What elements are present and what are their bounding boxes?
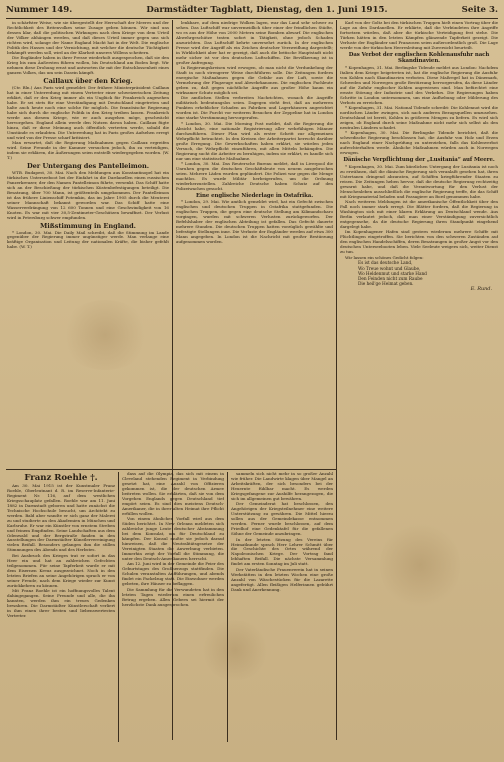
paragraph: Die Engländer haben in ihrer Presse wiederholt ausgesprochen, daß sie den Krieg bis zum Äußersten führen wollen, bis Deutschland am Boden liegt. Wir nehmen diese Drohung ernst und antworten ihr mit der Entschlossenheit eines ganzen Volkes, das um sein Dasein kämpft.: [7, 55, 169, 76]
column-4: [7, 472, 115, 744]
column-rule: [336, 20, 337, 740]
obituary-title: Franz Roehle †.: [24, 473, 98, 483]
column-2: [176, 21, 333, 466]
paragraph: Von einem ähnlichen Vorfall wird aus dem Süden berichtet. In New Orleans meldeten sich zahlreiche junge Leute deutscher Abstammung bei dem Konsulat, um für Deutschland zu kämpfen. Der Konsul mußte sie jedoch darauf hinweisen, daß die Neutralitätsgesetze der Vereinigten Staaten die Anwerbung verbieten. Immerhin zeigt der Vorfall die Stimmung, die unter den Deutsch-Amerikanern herrscht.: [122, 516, 224, 561]
column-3: [340, 21, 498, 743]
paragraph: * Kopenhagen, 30. Mai. Die Berlingske Tidende berichtet, daß die schwedische Regierung beschlossen hat, die Ausfuhr von Holz und Erzen nach England einer Nachprüfung zu unterziehen, falls das Kohlenverbot aufrechterhalten werde. Ähnliche Maßnahmen würden auch in Norwegen erwogen.: [340, 130, 498, 156]
issue-number: Nummer 149.: [6, 5, 73, 15]
paragraph: Der Gemeinderat hat beschlossen, den Angehörigen der Kriegsteilnehmer eine weitere Unterstützung zu gewähren. Die Mittel hierzu sollen aus der Gemeindekasse entnommen werden. Ferner wurde beschlossen, auf dem Friedhof eine Gedenktafel für die gefallenen Söhne der Gemeinde anzubringen.: [231, 501, 333, 537]
paragraph: sammeln sich nicht mehr in so großer Anzahl wie früher. Die Landwirte klagen über Mangel an Arbeitskräften, der sich besonders bei der Heuernte fühlbar macht. Es werden Kriegsgefangene zur Aushilfe herangezogen, die sich im allgemeinen gut bewähren.: [231, 472, 333, 501]
paragraph: (Ctr. Bln.) Aus Paris wird gemeldet: Der frühere Ministerpräsident Caillaux hat in einer Unterredung mit einem Vertreter einer schweizerischen Zeitung erklärt, daß er den Krieg immer als ein Unglück für Frankreich angesehen habe. Er sei stets für eine Verständigung mit Deutschland eingetreten und halte auch heute noch eine solche für möglich. Die französische Regierung habe sich durch die englische Politik in den Krieg treiben lassen. Frankreich werde aus diesem Kriege, wie er auch ausgehen möge, geschwächt hervorgehen. England allein werde den Nutzen davon haben. Caillaux fügte hinzu, daß er diese Meinung auch öffentlich vertreten werde, sobald die Umstände es erlaubten. Die Unterredung hat in Paris großes Aufsehen erregt und wird von der Presse scharf kritisiert.: [7, 85, 169, 140]
column-6: [231, 472, 333, 744]
paragraph: Die amtlichen Stellen verbreiten Nachrichten, wonach die Angriffe militärisch bedeutungslos seien. Dagegen steht fest, daß an mehreren Punkten erheblicher Schaden an Fabriken und Lagerhäusern angerichtet worden ist. Die Furcht vor weiteren Besuchen der Zeppeline hat in London eine starke Verstimmung hervorgerufen.: [176, 95, 333, 121]
paragraph: * Kopenhagen, 31. Mai. Berlingske Tidende meldet aus London: Nachdem Italien dem Kriege beigetreten ist, hat die englische Regierung die Ausfuhr von Kohlen nach Skandinavien verboten. Diese Maßregel hat in Dänemark, Schweden und Norwegen große Bestürzung hervorgerufen, da diese Länder auf die Zufuhr englischer Kohlen angewiesen sind. Man befürchtet eine ernste Störung der Industrie und des Verkehrs. Die Regierungen haben Schritte in London unternommen, um eine Aufhebung oder Milderung des Verbots zu erreichen.: [340, 64, 498, 105]
signature: E. Rund.: [470, 286, 492, 293]
paragraph: * London, 29. Mai. Wie amtlich gemeldet wird, hat ein Gefecht zwischen englischen und deutschen Truppen in Ostafrika stattgefunden. Die englischen Truppen, die gegen eine deutsche Stellung am Kilimandscharo vorgingen, wurden mit schweren Verlusten zurückgeworfen. Der Befehlshaber der englischen Abteilung ist gefallen. Das Gefecht dauerte mehrere Stunden. Die deutschen Truppen hatten vorzüglich gewählte und befestigte Stellungen inne. Die Verluste der Engländer werden auf etwa 300 Mann angegeben. In London ist die Nachricht mit großer Bestürzung aufgenommen worden.: [176, 199, 333, 244]
column-rule: [118, 472, 119, 742]
section-title-caillaux: Caillaux über den Krieg.: [43, 77, 133, 86]
paragraph: Mit Franz Roehle ist ein hoffnungsvolles Talent dahingegangen. Seine Freunde und alle, die ihn kannten, werden ihm ein treues Gedenken bewahren. Die Darmstädter Künstlerschaft verliert in ihm einen ihrer besten und liebenswertesten Vertreter.: [7, 588, 115, 618]
section-title-pantelleimon: Der Untergang des Pantelleimon.: [26, 161, 150, 170]
column-5: [122, 472, 224, 744]
paragraph: Im Kopenhagener Hafen sind gestern wiederum mehrere Schiffe mit Flüchtlingen eingetroffen. Sie berichten von den schweren Zuständen auf den englischen Handelsschiffen, deren Besatzungen in großer Angst vor den deutschen Unterseebooten leben. Viele Seeleute weigern sich, weiter Dienst zu tun.: [340, 229, 498, 255]
paragraph: Wir lassen ein schönes Gedicht folgen:: [345, 254, 424, 260]
column-1: [7, 21, 169, 466]
paragraph: Bei Ausbruch des Krieges trat er sofort in das Heer ein und hat an zahlreichen Gefechten teilgenommen. Für seine Tapferkeit wurde er mit dem Eisernen Kreuz ausgezeichnet. Noch in den letzten Briefen an seine Angehörigen sprach er von seiner Freude, nach dem Kriege wieder zur Kunst zurückkehren zu können.: [7, 552, 115, 588]
paragraph: Nach weiteren Meldungen ist die amerikanische Öffentlichkeit über den Fall noch immer stark erregt. Die Blätter fordern, daß die Regierung in Washington sich mit einer klaren Erklärung an Deutschland wende. Aus Berlin verlautet jedoch, daß man einer Verständigung zuversichtlich entgegensehe, da die deutsche Regierung ihren Standpunkt eingehend dargelegt habe.: [340, 199, 498, 229]
section-title-england: Mißstimmung in England.: [40, 221, 136, 230]
paragraph: Man erwartet, daß die Regierung Maßnahmen gegen Caillaux ergreifen wird. Seine Freunde in der Kammer versuchen jedoch, ihn zu verteidigen, indem sie erklären, die Äußerungen seien entstellt wiedergegeben worden. (W. T.): [7, 140, 169, 161]
section-title-kohlenausfuhr: Das Verbot der englischen Kohlenausfuhr nach Skandinavien.: [348, 51, 490, 65]
section-divider: [6, 469, 336, 470]
poem-line: Es ist das deutsche Land,: [358, 261, 413, 267]
paragraph: WTB. Budapest, 30. Mai. Nach den Meldungen aus Konstantinopel hat ein türkisches Unterseeboot bei der Einfahrt in die Dardanellen einen russischen Panzerkreuzer, der den Namen Pantelleimon führte, versenkt. Das Schiff hatte sich an der Beschießung der türkischen Küstenbefestigungen beteiligt. Die Besatzung, über 700 Mann, ist größtenteils umgekommen. Der Pantelleimon ist das frühere Linienschiff Potemkin, das im Jahre 1905 durch die Meuterei seiner Mannschaft bekannt geworden war. Das Schiff hatte eine Wasserverdrängung von 12 600 Tonnen und eine Geschwindigkeit von 16 Knoten. Es war mit vier 30,5-Zentimeter-Geschützen bewaffnet. Der Verlust wird in Petersburg schwer empfunden.: [7, 169, 169, 220]
paragraph: Karl von der Goltz bei den türkischen Truppen hielt einen Vortrag über die Lage an den Dardanellen. Er erklärte, daß die Verbündeten ihre Angriffe fortsetzen würden, daß aber die türkische Verteidigung fest stehe. Die Türken hätten in den letzten Kämpfen glänzende Tapferkeit gezeigt. Die Verluste der Engländer und Franzosen seien außerordentlich groß. Die Lage werde von der türkischen Heeresleitung mit Zuversicht beurteilt.: [340, 21, 498, 50]
paragraph: Der Vaterländische Frauenverein hat in seinen Werkstätten in den letzten Wochen eine große Anzahl von Wäschestücken für die Lazarette angefertigt. Allen fleißigen Helferinnen gebührt Dank und Anerkennung.: [231, 566, 333, 592]
page-number: Seite 3.: [461, 5, 498, 15]
paragraph: * London, 30. Mai. Das Reutersche Bureau meldet, daß in Liverpool die Unruhen gegen die deutschen Geschäftsleute von neuem ausgebrochen seien. Mehrere Läden wurden geplündert. Die Polizei war gegen die Menge machtlos. Es wurde Militär herbeigerufen, um die Ordnung wiederherzustellen. Zahlreiche Deutsche haben Schutz auf den Polizeiwachen gesucht.: [176, 161, 333, 191]
section-title-lusitania: Dänische Verpflichtung der „Lusitania“ auf Meere.: [343, 157, 495, 164]
paragraph: * London, 30. Mai. Die Daily Mail schreibt, daß die Stimmung im Lande gegenüber der Regierung immer ungünstiger werde. Man verlange eine kräftige Organisation und Leitung der nationalen Kräfte, die bisher gefehlt habe. (W. T.): [7, 229, 169, 250]
poem-line: Wo Treue wohnt und Glaube,: [358, 266, 421, 272]
masthead: Darmstädter Tagblatt, Dienstag, den 1. Juni 1915.: [146, 5, 388, 15]
paragraph: Am 30. Mai 1915 ist der Kunstmaler Franz Roehle, Oberleutnant d. R. im Reserve-Infanterie-Regiment Nr. 116, auf dem westlichen Kriegsschauplatz gefallen. Roehle war am 11. Juni 1882 in Darmstadt geboren und hatte zunächst die Technische Hochschule besucht, um Architekt zu werden. Bald aber wandte er sich ganz der Malerei zu und studierte an den Akademien in München und Karlsruhe. Er war ein Künstler von ernstem Streben und feinem Empfinden. Seine Landschaften aus dem Odenwald und der Bergstraße fanden in den Ausstellungen der Darmstädter Künstlervereinigung vielen Beifall. Besonders gelangen ihm die stillen Stimmungen des Abends und des Herbstes.: [7, 483, 115, 553]
paragraph: Am 12. Juni wird in der Gemeinde die Feier des Geburtstages des Großherzogs stattfinden. Die Schulen veranstalten Aufführungen, und abends findet ein Fackelzug statt. Die Einwohner werden gebeten, ihre Häuser zu beflaggen.: [122, 561, 224, 587]
poem-line: Wo Heldenmut und starke Hand: [358, 271, 427, 277]
section-title-ostafrika: Eine englische Niederlage in Ostafrika.: [195, 192, 314, 199]
paragraph: lenkbare, auf dem niedrige Wolken lagen, war das Land sehr schwer zu sehen. Das Luftschiff war unvermeidlich über einer der feindlichen Städte, wo es aus der Höhe von 2000 Metern seine Bomben abwarf. Die englischen Abwehrgeschütze traten sofort in Tätigkeit, ohne jedoch Schaden anzurichten. Das Luftschiff kehrte unversehrt zurück. In der englischen Presse wird der Angriff als ein Zeichen deutscher Verzweiflung dargestellt; in Wirklichkeit aber hat er gezeigt, daß auch die britische Hauptstadt nicht mehr sicher ist vor den deutschen Luftschiffen. Die Bevölkerung ist in großer Aufregung.: [176, 21, 333, 65]
paragraph: in schärfster Weise, wie sie übergestellt der Herrschaft der Meeres und der Rechtlichkeit des Britenvolkes seine Zusage geben können. Wir sind uns dessen klar, daß die politischen Wirkungen nach dem Kriege von dem Urteil der Völker abhängen werden, und daß dieses Urteil immer gegen uns sich richten wird, solange der Name England Macht hat in der Welt. Die englische Politik des Hasses und der Vernichtung, mit welcher die deutsche Tüchtigkeit bekämpft werden soll, wird an der Klarheit unseres Willens scheitern.: [7, 21, 169, 55]
paragraph: Die Sammlung für die Verwundeten hat in den letzten Tagen wiederum einen erfreulichen Betrag ergeben. Allen Gebern sei hiermit der herzlichste Dank ausgesprochen.: [122, 586, 224, 607]
poem-line: Die heil'ge Heimat geben.: [358, 282, 414, 288]
poem-line: Den Feinden nicht zum Raube: [358, 276, 423, 282]
paragraph: * Kopenhagen, 31. Mai. National Tidende schreibt: Die Kohlennot wird die nordischen Länder zwingen, sich nach anderen Bezugsquellen umzusehen. Deutschland ist bereit, Kohlen in größeren Mengen zu liefern. Es wird sich zeigen, ob England durch seine Maßnahme nicht mehr sich selbst als den neutralen Ländern schadet.: [340, 105, 498, 130]
page-header: [6, 2, 498, 19]
paragraph: In Regierungskreisen wird erwogen, ob man nicht die Verdunkelung der Stadt in noch strengerer Weise durchführen solle. Die Zeitungen fordern energische Maßnahmen gegen die Gefahr aus der Luft, sowie die Vermehrung der Flugzeuge und Abwehrkanonen. Die englischen Fachleute geben zu, daß gegen nächtliche Angriffe aus großer Höhe kaum ein wirksamer Schutz möglich sei.: [176, 65, 333, 95]
paragraph: * London, 30. Mai. Die Morning Post meldet, daß die Regierung die Absicht habe, eine nationale Registrierung aller wehrfähigen Männer durchzuführen. Dieser Plan wird als erster Schritt zur allgemeinen Wehrpflicht betrachtet. In den Kreisen der Arbeiterpartei herrscht darüber große Erregung. Die Gewerkschaften haben erklärt, sie würden jeden Versuch, die Wehrpflicht einzuführen, mit allen Mitteln bekämpfen. Die Regierung sucht die Arbeiter zu beruhigen, indem sie erklärt, es handle sich nur um eine statistische Maßnahme.: [176, 120, 333, 161]
paragraph: In der letzten Sitzung des Vereins für Heimatkunde sprach Herr Lehrer Schmitt über die Geschichte des Ortes während der Napoleonischen Kriege. Der Vortrag fand lebhaften Beifall. Die nächste Versammlung findet am ersten Sonntag im Juli statt.: [231, 536, 333, 567]
column-rule: [227, 472, 228, 742]
paragraph: dass auf die Olympia, das sich mit einem in Cleveland stehenden Regiment in Verbindung gesetzt hat, eine Anzahl von Offizieren gekommen ist, die der deutschen Armee beitreten wollen. Sie erklärten, daß sie von dem Vorgehen Englands gegen Deutschland tief empört seien. Es sind dies meistens Deutsch-Amerikaner, die in ihrer alten Heimat ihre Pflicht erfüllen wollen.: [122, 472, 224, 516]
paragraph: * Kopenhagen, 30. Mai. Zum kürzlichen Untergang der Lusitania ist noch zu erwähnen, daß die dänische Regierung sich veranlaßt gesehen hat, ihren Untertanen dringend abzuraten, auf Schiffen kriegführender Staaten zu reisen. Die Zeitungen heben hervor, daß die deutsche Regierung rechtzeitig gewarnt habe, und daß die Verantwortung für den Verlust der Menschenleben ausschließlich die englische Regierung treffe, die das Schiff mit Kriegsmaterial beladen und Passagiere an Bord genommen habe.: [340, 163, 498, 199]
